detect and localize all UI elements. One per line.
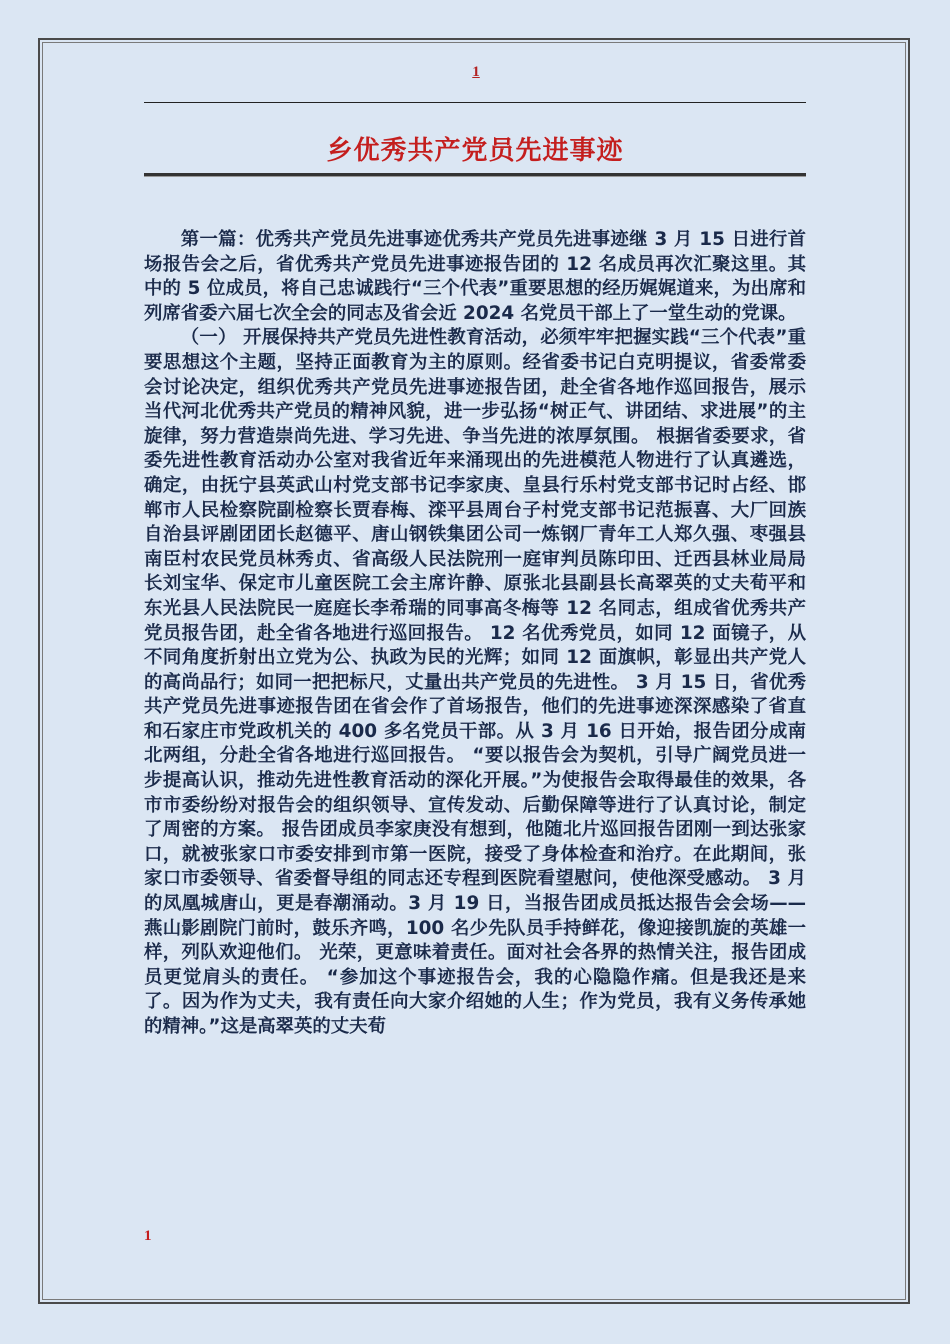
footer-page-number: 1: [144, 1228, 152, 1244]
paragraph-1: 第一篇：优秀共产党员先进事迹优秀共产党员先进事迹继 3 月 15 日进行首场报告会之后，省优秀共产党员先进事迹报告团的 12 名成员再次汇聚这里。其中的 5 位成员，将自己忠诚践行“三个代表”重要思想的经历娓娓道来，为出席和列席省委六届七次全会的同志及省会近 2024 名党员干部上了一堂生动的党课。: [144, 229, 806, 324]
document-title: 乡优秀共产党员先进事迹: [326, 136, 624, 166]
header-divider: [144, 102, 806, 103]
document-body: [144, 228, 806, 1040]
header-page-number: 1: [472, 64, 480, 80]
title-divider: [144, 173, 806, 176]
paragraph-2: （一） 开展保持共产党员先进性教育活动，必须牢牢把握实践“三个代表”重要思想这个主题，坚持正面教育为主的原则。经省委书记白克明提议，省委常委会讨论决定，组织优秀共产党员先进事迹报告团，赴全省各地作巡回报告，展示当代河北优秀共产党员的精神风貌，进一步弘扬“树正气、讲团结、求进展”的主旋律，努力营造崇尚先进、学习先进、争当先进的浓厚氛围。 根据省委要求，省委先进性教育活动办公室对我省近年来涌现出的先进模范人物进行了认真遴选，确定，由抚宁县英武山村党支部书记李家庚、皇县行乐村党支部书记时占经、邯郸市人民检察院副检察长贾春梅、滦平县周台子村党支部书记范振喜、大厂回族自治县评剧团团长赵德平、唐山钢铁集团公司一炼钢厂青年工人郑久强、枣强县南臣村农民党员林秀贞、省高级人民法院刑一庭审判员陈印田、迁西县林业局局长刘宝华、保定市儿童医院工会主席许静、原张北县副县长高翠英的丈夫荀平和东光县人民法院民一庭庭长李希瑞的同事高冬梅等 12 名同志，组成省优秀共产党员报告团，赴全省各地进行巡回报告。 12 名优秀党员，如同 12 面镜子，从不同角度折射出立党为公、执政为民的光辉；如同 12 面旗帜，彰显出共产党人的高尚品行；如同一把把标尺，丈量出共产党员的先进性。 3 月 15 日，省优秀共产党员先进事迹报告团在省会作了首场报告，他们的先进事迹深深感染了省直和石家庄市党政机关的 400 多名党员干部。从 3 月 16 日开始，报告团分成南北两组，分赴全省各地进行巡回报告。 “要以报告会为契机，引导广阔党员进一步提高认识，推动先进性教育活动的深化开展。”为使报告会取得最佳的效果，各市市委纷纷对报告会的组织领导、宣传发动、后勤保障等进行了认真讨论，制定了周密的方案。 报告团成员李家庚没有想到，他随北片巡回报告团刚一到达张家口，就被张家口市委安排到市第一医院，接受了身体检查和治疗。在此期间，张家口市委领导、省委督导组的同志还专程到医院看望慰问，使他深受感动。 3 月的凤凰城唐山，更是春潮涌动。3 月 19 日，当报告团成员抵达报告会会场——燕山影剧院门前时，鼓乐齐鸣，100 名少先队员手持鲜花，像迎接凯旋的英雄一样，列队欢迎他们。 光荣，更意味着责任。面对社会各界的热情关注，报告团成员更觉肩头的责任。 “参加这个事迹报告会，我的心隐隐作痛。但是我还是来了。因为作为丈夫，我有责任向大家介绍她的人生；作为党员，我有义务传承她的精神。”这是高翠英的丈夫荀: [144, 327, 806, 1037]
